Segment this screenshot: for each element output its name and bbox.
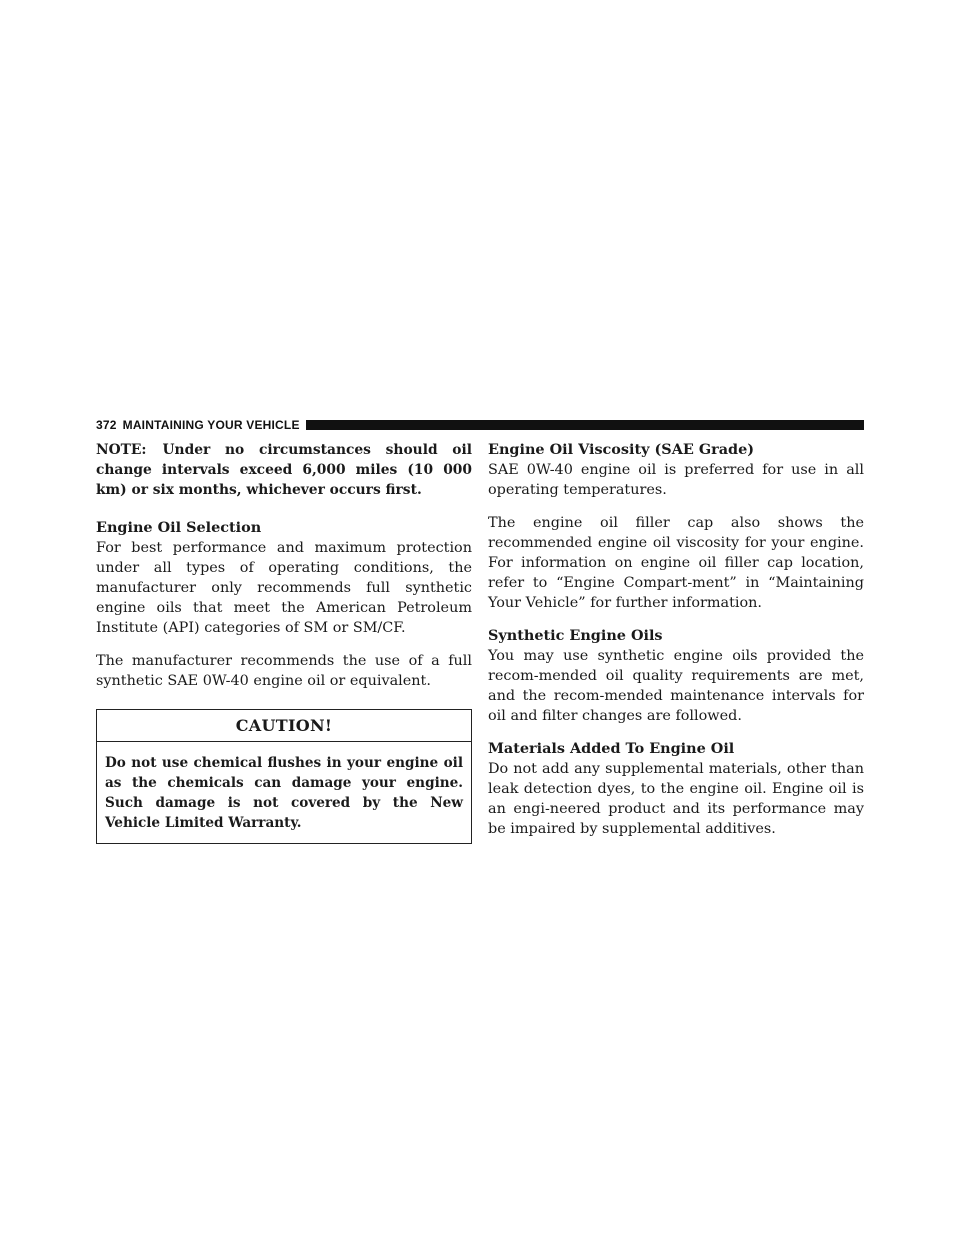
caution-box (96, 709, 472, 844)
page-header (96, 418, 864, 432)
heading-materials: Materials Added To Engine Oil (488, 740, 735, 757)
oil-selection-text: For best performance and maximum protection under all types of operating conditions, the manufacturer only recommends full synthetic engine oils that meet the American Petroleum Institute (API) categories of SM or SM/CF. (96, 540, 472, 636)
note-text: Under no circumstances should oil change intervals exceed 6,000 miles (10 000 km) or six months, whichever occurs first. (96, 442, 472, 498)
synthetic-text: You may use synthetic engine oils provided the recom-mended oil quality requirements are met, and the recom-mended maintenance intervals for oil and filter changes are followed. (488, 648, 864, 724)
caution-text: Do not use chemical flushes in your engine oil as the chemicals can damage your engine. Such damage is not covered by the New Vehicle Limited Warranty. (105, 755, 463, 831)
note-paragraph (96, 440, 472, 500)
right-column (488, 440, 864, 839)
recommendation-text: The manufacturer recommends the use of a full synthetic SAE 0W-40 engine oil or equivalent. (96, 653, 472, 689)
left-column (96, 440, 472, 844)
section-title: MAINTAINING YOUR VEHICLE (122, 418, 300, 432)
heading-synthetic: Synthetic Engine Oils (488, 627, 663, 644)
heading-viscosity: Engine Oil Viscosity (SAE Grade) (488, 441, 755, 458)
viscosity-text: SAE 0W-40 engine oil is preferred for use in all operating temperatures. (488, 462, 864, 498)
page-number: 372 (96, 418, 117, 432)
heading-oil-selection: Engine Oil Selection (96, 519, 262, 536)
filler-cap-text: The engine oil filler cap also shows the recommended engine oil viscosity for your engine. For information on engine oil filler cap location, refer to “Engine Compart-ment” in “Maintaining Your Vehicle” for further information. (488, 515, 864, 611)
header-rule (306, 420, 864, 430)
materials-text: Do not add any supplemental materials, other than leak detection dyes, to the engine oil. Engine oil is an engi-neered product and its performance may be impaired by supplemental additives. (488, 761, 864, 837)
note-label: NOTE: (96, 442, 147, 458)
caution-title: CAUTION! (97, 710, 471, 742)
